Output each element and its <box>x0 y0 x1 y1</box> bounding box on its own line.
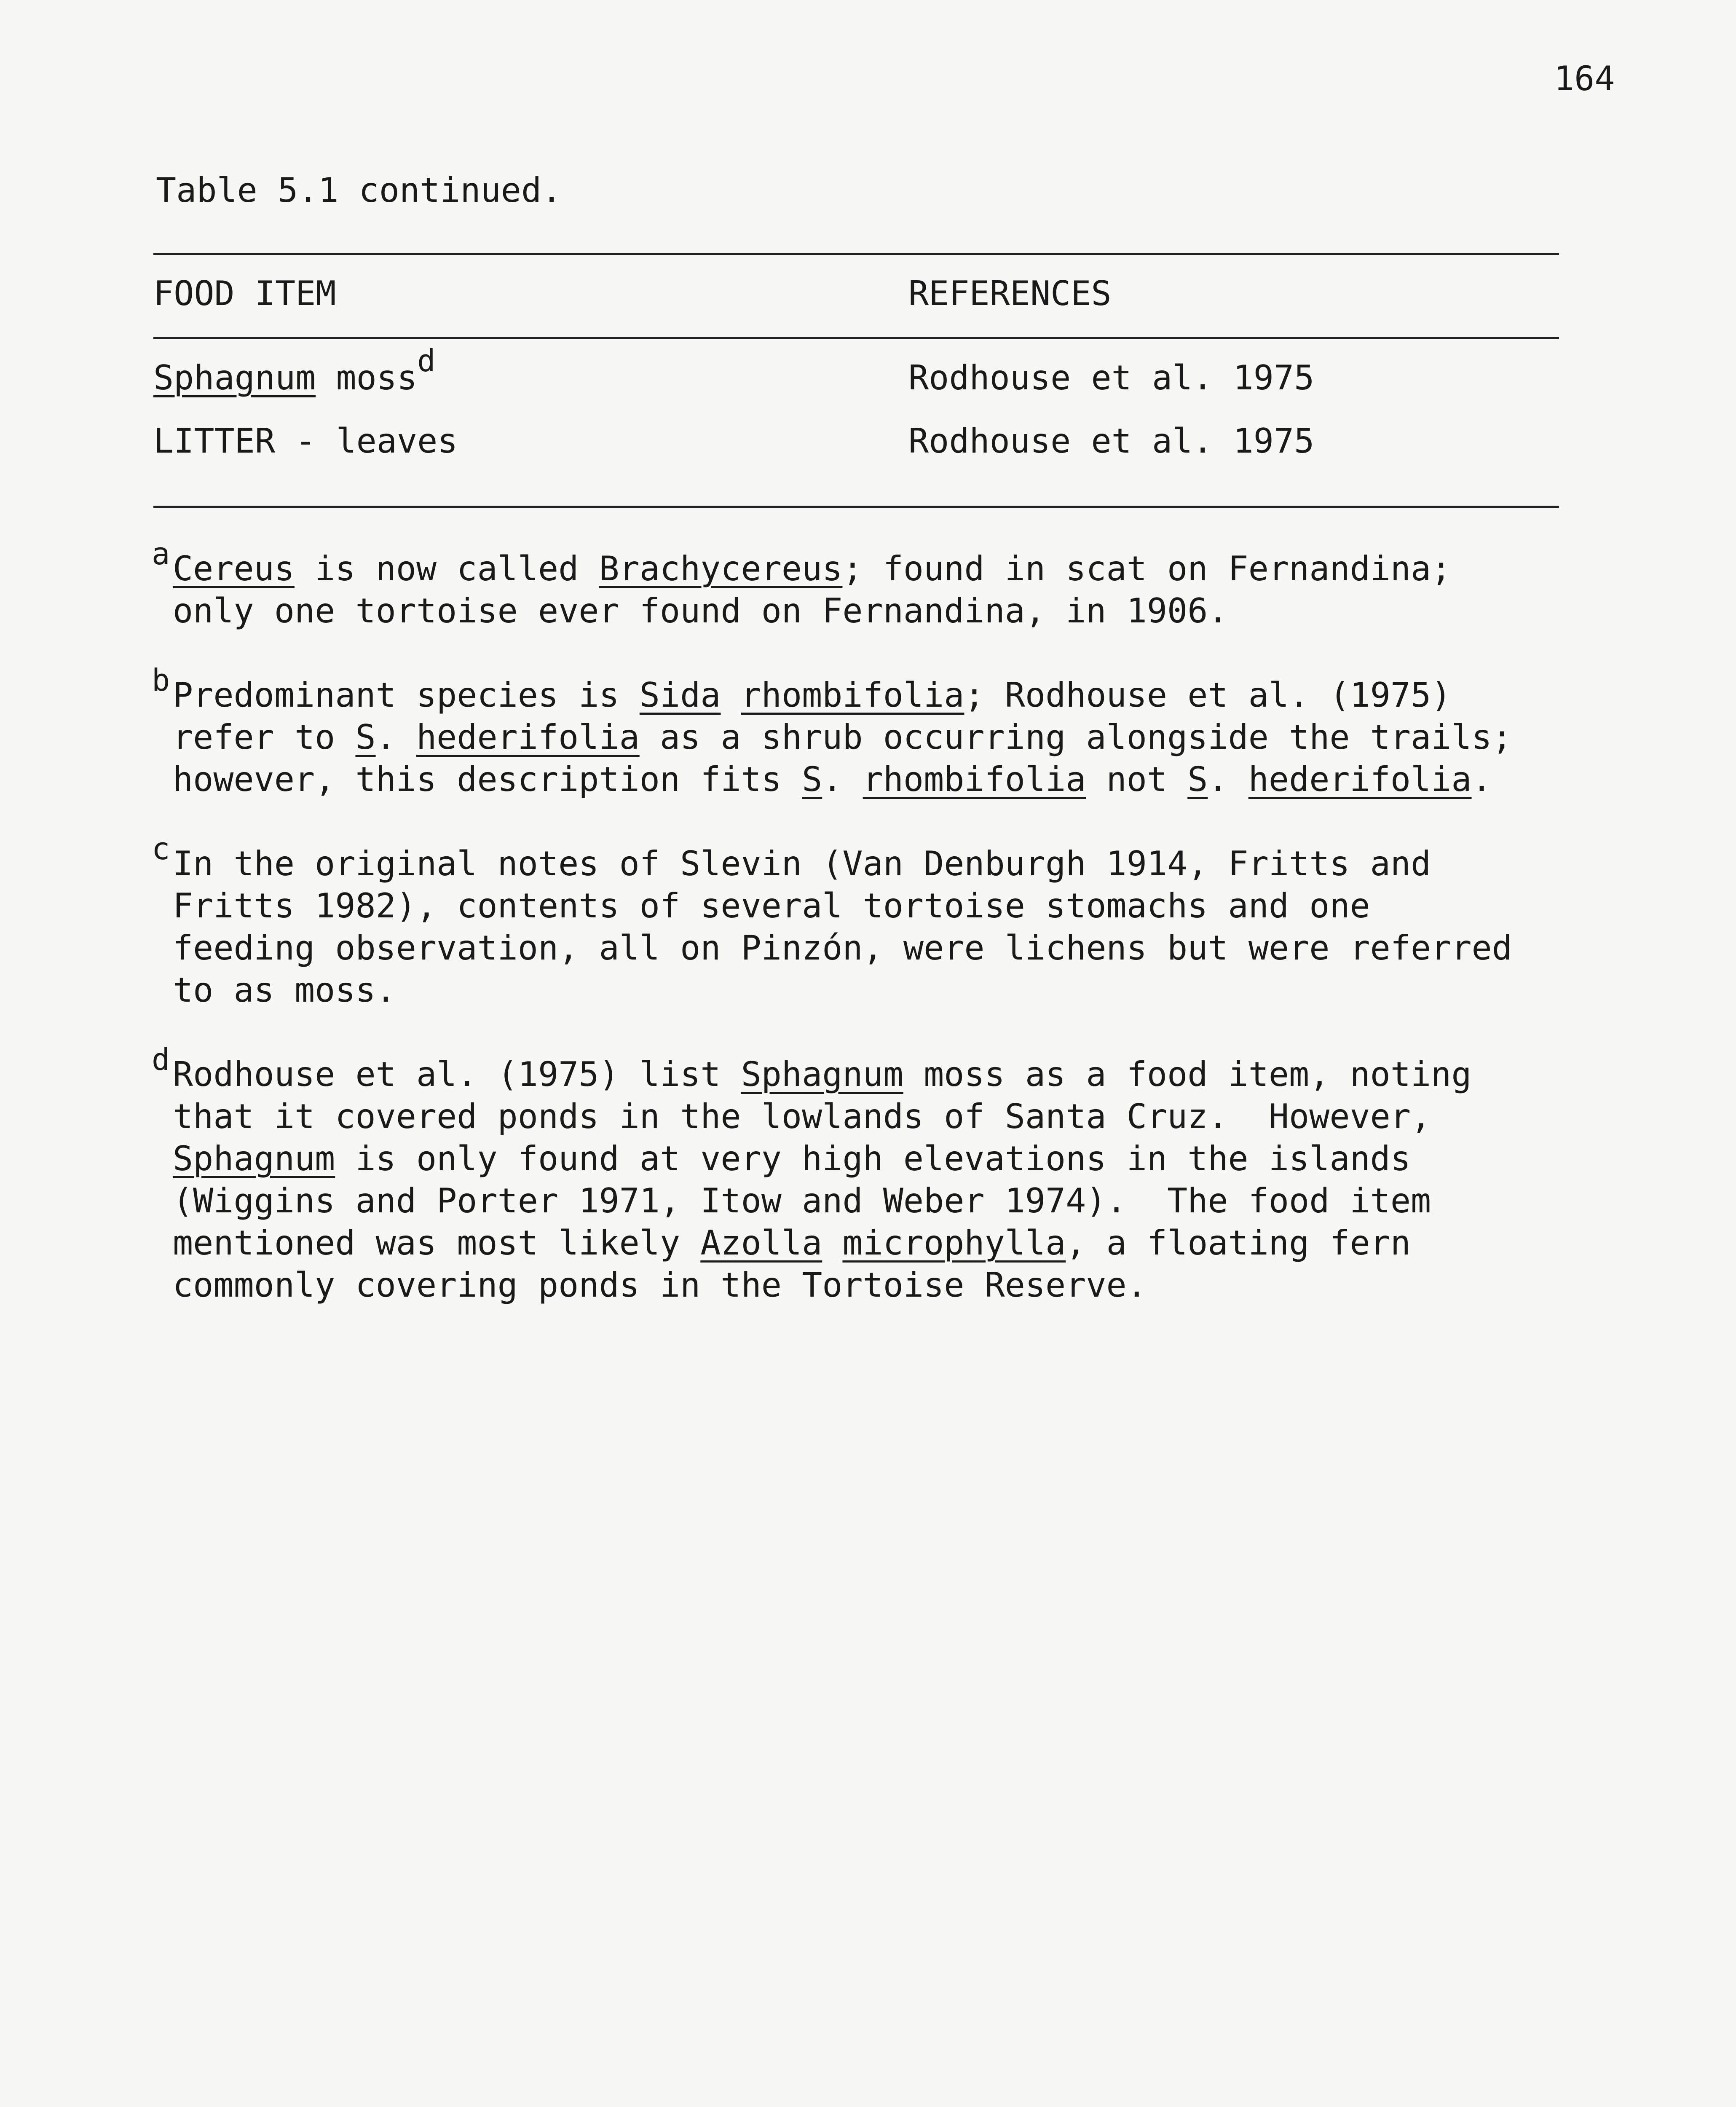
taxon-name: Sphagnum <box>741 1055 903 1094</box>
column-header-food-item: FOOD ITEM <box>153 274 336 313</box>
taxon-name: hederifolia <box>1248 760 1472 799</box>
footnote-text: is only found at very high elevations in the islands <box>335 1139 1411 1178</box>
footnote-text <box>822 1223 842 1263</box>
footnote-line: (Wiggins and Porter 1971, Itow and Weber 1974). The food item <box>173 1181 1431 1220</box>
footnote-text: not <box>1086 760 1188 799</box>
table-row-sphagnum-reference: Rodhouse et al. 1975 <box>908 358 1315 397</box>
table-top-rule <box>153 253 1559 255</box>
footnote-text: ; Rodhouse et al. (1975) <box>964 676 1452 715</box>
footnote-b <box>152 662 1567 801</box>
taxon-name: microphylla <box>842 1223 1066 1263</box>
footnote-marker: d <box>152 1042 170 1077</box>
taxon-name: rhombifolia <box>863 760 1086 799</box>
footnote-d <box>152 1042 1567 1306</box>
footnote-text: , a floating fern <box>1066 1223 1411 1263</box>
taxon-name: rhombifolia <box>741 676 964 715</box>
taxon-name: Azolla <box>700 1223 822 1263</box>
column-header-references: REFERENCES <box>908 274 1112 313</box>
taxon-name: Sphagnum <box>153 358 316 397</box>
table-header-rule <box>153 337 1559 339</box>
footnote-line <box>152 548 1567 590</box>
table-row-sphagnum-item <box>153 343 436 397</box>
page-number: 164 <box>1554 59 1615 98</box>
taxon-name: hederifolia <box>416 718 640 757</box>
footnote-line: to as moss. <box>173 970 396 1010</box>
footnote-line <box>152 716 1567 759</box>
footnote-line: In the original notes of Slevin (Van Denburgh 1914, Fritts and <box>173 844 1431 883</box>
footnote-text: . <box>1471 760 1492 799</box>
table-row-litter-item: LITTER - leaves <box>153 421 458 461</box>
footnote-text: moss as a food item, noting <box>903 1055 1472 1094</box>
footnote-line: only one tortoise ever found on Fernandina, in 1906. <box>173 591 1228 630</box>
table-bottom-rule <box>153 506 1559 508</box>
footnote-line: feeding observation, all on Pinzón, were lichens but were referred <box>173 928 1512 968</box>
footnote-text: is now called <box>294 549 599 588</box>
footnote-text: however, this description fits <box>173 760 802 799</box>
taxon-name: Sphagnum <box>173 1139 335 1178</box>
taxon-name: Brachycereus <box>599 549 843 588</box>
footnote-marker: b <box>152 662 170 698</box>
footnote-text: mentioned was most likely <box>173 1223 701 1263</box>
footnote-text: refer to <box>173 718 356 757</box>
footnote-ref: d <box>417 343 436 378</box>
footnote-line <box>152 674 1567 716</box>
footnote-text: . <box>1208 760 1248 799</box>
footnote-text: Rodhouse et al. (1975) list <box>173 1055 741 1094</box>
footnote-line <box>152 1222 1567 1264</box>
taxon-name: Cereus <box>173 549 295 588</box>
taxon-name: S <box>355 718 376 757</box>
footnote-text: . <box>822 760 863 799</box>
footnote-text: Predominant species is <box>173 676 640 715</box>
footnote-c <box>152 831 1567 1011</box>
taxon-name: S <box>802 760 822 799</box>
footnote-text: . <box>375 718 416 757</box>
footnote-marker: a <box>152 536 170 571</box>
footnote-marker: c <box>152 831 170 866</box>
taxon-name: Sida <box>639 676 721 715</box>
footnote-text: ; found in scat on Fernandina; <box>842 549 1452 588</box>
footnote-text: as a shrub occurring alongside the trails; <box>639 718 1512 757</box>
footnote-a <box>152 536 1567 632</box>
footnote-line: Fritts 1982), contents of several tortoise stomachs and one <box>173 886 1370 925</box>
footnote-line: that it covered ponds in the lowlands of Santa Cruz. However, <box>173 1097 1431 1136</box>
item-text: moss <box>316 358 418 397</box>
footnote-text <box>721 676 741 715</box>
table-row-litter-reference: Rodhouse et al. 1975 <box>908 421 1315 461</box>
footnote-line <box>152 1054 1567 1096</box>
taxon-name: S <box>1187 760 1208 799</box>
footnote-line <box>152 759 1567 801</box>
footnote-line <box>152 1138 1567 1180</box>
table-caption: Table 5.1 continued. <box>156 171 562 210</box>
footnote-line: commonly covering ponds in the Tortoise Reserve. <box>173 1265 1147 1305</box>
